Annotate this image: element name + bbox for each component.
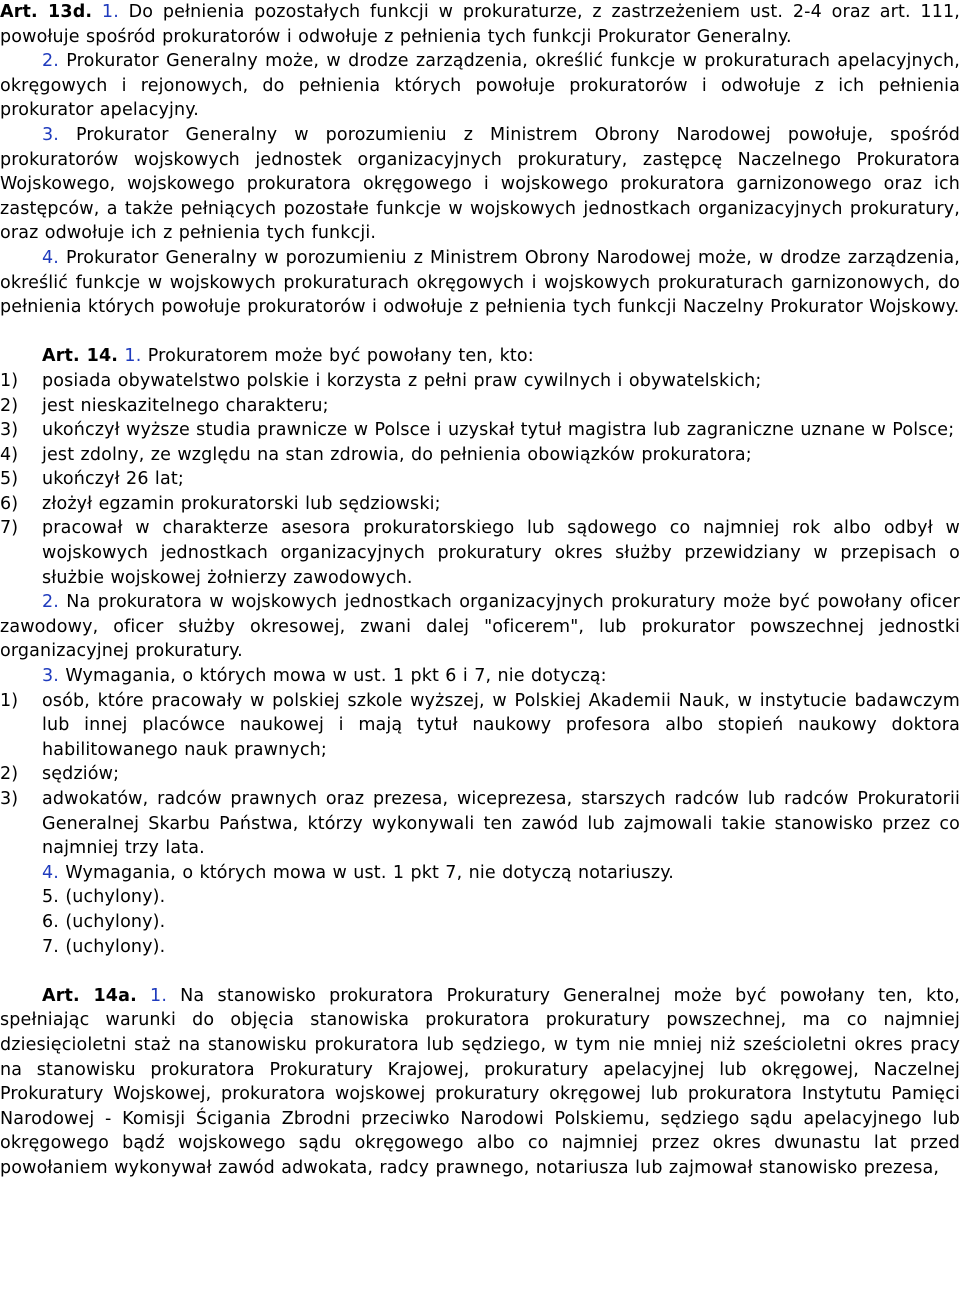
art14-paragraph-5 [0, 885, 960, 910]
list-number: 3) [0, 420, 19, 441]
list-text: sędziów; [42, 764, 120, 785]
paragraph-text: (uchylony). [59, 887, 166, 908]
paragraph-number: 1. [150, 985, 168, 1006]
list-item [0, 787, 960, 861]
paragraph-number: 2. [42, 592, 59, 613]
list-item [0, 394, 960, 419]
list-item [0, 516, 960, 590]
list-item [0, 762, 960, 787]
paragraph-number: 1. [101, 2, 119, 22]
paragraph-text: (uchylony). [59, 911, 166, 932]
art14-paragraph-3 [0, 664, 960, 689]
paragraph-text: Prokurator Generalny może, w drodze zarządzenia, określić funkcje w prokuraturach apelacyjnych, okręgowych i rejonowych, do pełnienia których powołuje prokuratorów i odwołuje z ich pełnienia prokurator apelacyjny. [0, 51, 960, 121]
list-number: 2) [0, 764, 19, 785]
list-text: jest nieskazitelnego charakteru; [42, 395, 329, 416]
paragraph-text: Wymagania, o których mowa w ust. 1 pkt 6 i 7, nie dotyczą: [59, 666, 607, 687]
list-text: osób, które pracowały w polskiej szkole wyższej, w Polskiej Akademii Nauk, w instytucie badawczym lub innej placówce naukowej i mają tytuł naukowy profesora albo stopień naukowy doktora habilitowanego nauk prawnych; [42, 690, 960, 760]
paragraph-text: Do pełnienia pozostałych funkcji w prokuraturze, z zastrzeżeniem ust. 2-4 oraz art. 111, powołuje spośród prokuratorów i odwołuje z pełnienia tych funkcji Prokurator Generalny. [0, 2, 960, 47]
list-number: 5) [0, 469, 19, 490]
list-text: złożył egzamin prokuratorski lub sędziowski; [42, 493, 441, 514]
paragraph-number: 2. [42, 51, 59, 72]
art13d-paragraph-4 [0, 246, 960, 320]
list-text: posiada obywatelstwo polskie i korzysta z pełni praw cywilnych i obywatelskich; [42, 370, 762, 391]
art14-paragraph-1 [0, 344, 960, 369]
list-item [0, 467, 960, 492]
art13d-paragraph-1 [0, 0, 960, 49]
paragraph-text: Prokurator Generalny w porozumieniu z Ministrem Obrony Narodowej powołuje, spośród prokuratorów wojskowych jednostek organizacyjnych prokuratury, zastępcę Naczelnego Prokuratora Wojskowego, wojskowego prokuratora okręgowego i wojskowego prokuratora garnizonowego oraz ich zastępców, a także pełniących pozostałe funkcje w wojskowych jednostkach organizacyjnych prokuratury, oraz odwołuje ich z pełnienia tych funkcji. [0, 124, 960, 244]
list-text: ukończył 26 lat; [42, 469, 184, 490]
article-heading: Art. 14a. [42, 985, 137, 1006]
list-number: 1) [0, 690, 19, 711]
art14-paragraph-6 [0, 910, 960, 935]
list-text: pracował w charakterze asesora prokuratorskiego lub sądowego co najmniej rok albo odbył w wojskowych jednostkach organizacyjnych prokuratury okres służby przewidziany w przepisach o służbie wojskowej żołnierzy zawodowych. [42, 518, 960, 588]
list-number: 1) [0, 370, 19, 391]
paragraph-number: 4. [42, 247, 59, 268]
list-number: 6) [0, 493, 19, 514]
art13d-paragraph-2 [0, 49, 960, 123]
paragraph-text: Wymagania, o których mowa w ust. 1 pkt 7, nie dotyczą notariuszy. [59, 862, 674, 883]
list-number: 2) [0, 395, 19, 416]
article-heading: Art. 13d. [0, 2, 93, 22]
list-number: 3) [0, 789, 19, 809]
paragraph-text: Na stanowisko prokuratora Prokuratury Generalnej może być powołany ten, kto, spełniając warunki do objęcia stanowiska prokuratora prokuratury powszechnej, ma co najmniej dziesięcioletni staż na stanowisku prokuratora lub sędziego, w tym nie mniej niż sześcioletni okres pracy na stanowisku prokuratora Prokuratury Krajowej, prokuratury apelacyjnej lub okręgowej, Naczelnej Prokuratury Wojskowej, prokuratora wojskowej prokuratury okręgowej lub prokuratora Instytutu Pamięci Narodowej - Komisji Ścigania Zbrodni przeciwko Narodowi Polskiemu, sędziego sądu apelacyjnego lub okręgowego bądź wojskowego sądu okręgowego albo co najmniej przez okres dwunastu lat przed powołaniem wykonywał zawód adwokata, radcy prawnego, notariusza lub zajmował stanowisko prezesa, [0, 985, 960, 1178]
list-item [0, 443, 960, 468]
art14-p3-list [0, 689, 960, 861]
article-heading: Art. 14. [42, 346, 119, 367]
paragraph-number: 5. [42, 887, 59, 908]
list-item [0, 492, 960, 517]
list-text: ukończył wyższe studia prawnicze w Polsce i uzyskał tytuł magistra lub zagraniczne uznane w Polsce; [42, 420, 955, 441]
list-text: jest zdolny, ze względu na stan zdrowia, do pełnienia obowiązków prokuratora; [42, 444, 752, 465]
paragraph-number: 3. [42, 666, 59, 687]
spacer [0, 959, 960, 984]
paragraph-text: Prokuratorem może być powołany ten, kto: [141, 346, 534, 367]
art14-paragraph-4 [0, 861, 960, 886]
list-item [0, 689, 960, 763]
list-item [0, 369, 960, 394]
paragraph-text: Prokurator Generalny w porozumieniu z Ministrem Obrony Narodowej może, w drodze zarządzenia, określić funkcje w wojskowych prokuraturach okręgowych i wojskowych prokuraturach garnizonowych, do pełnienia których powołuje prokuratorów i odwołuje z pełnienia tych funkcji Naczelny Prokurator Wojskowy. [0, 247, 960, 318]
list-number: 7) [0, 518, 19, 539]
art13d-paragraph-3 [0, 123, 960, 246]
list-item [0, 418, 960, 443]
paragraph-text: (uchylony). [59, 936, 166, 957]
art14a-paragraph-1 [0, 984, 960, 1181]
art14-p1-list [0, 369, 960, 590]
paragraph-text: Na prokuratora w wojskowych jednostkach organizacyjnych prokuratury może być powołany oficer zawodowy, oficer służby okresowej, zwani dalej "oficerem", lub prokurator powszechnej jednostki organizacyjnej prokuratury. [0, 592, 960, 662]
paragraph-number: 7. [42, 936, 59, 957]
art14-paragraph-2 [0, 590, 960, 664]
spacer [0, 320, 960, 345]
list-number: 4) [0, 444, 19, 465]
paragraph-number: 4. [42, 862, 59, 883]
paragraph-number: 6. [42, 911, 59, 932]
paragraph-number: 3. [42, 124, 59, 145]
art14-paragraph-7 [0, 935, 960, 960]
paragraph-number: 1. [124, 346, 142, 367]
list-text: adwokatów, radców prawnych oraz prezesa, wiceprezesa, starszych radców lub radców Prokuratorii Generalnej Skarbu Państwa, którzy wykonywali ten zawód lub zajmowali takie stanowisko przez co najmniej trzy lata. [42, 789, 960, 859]
